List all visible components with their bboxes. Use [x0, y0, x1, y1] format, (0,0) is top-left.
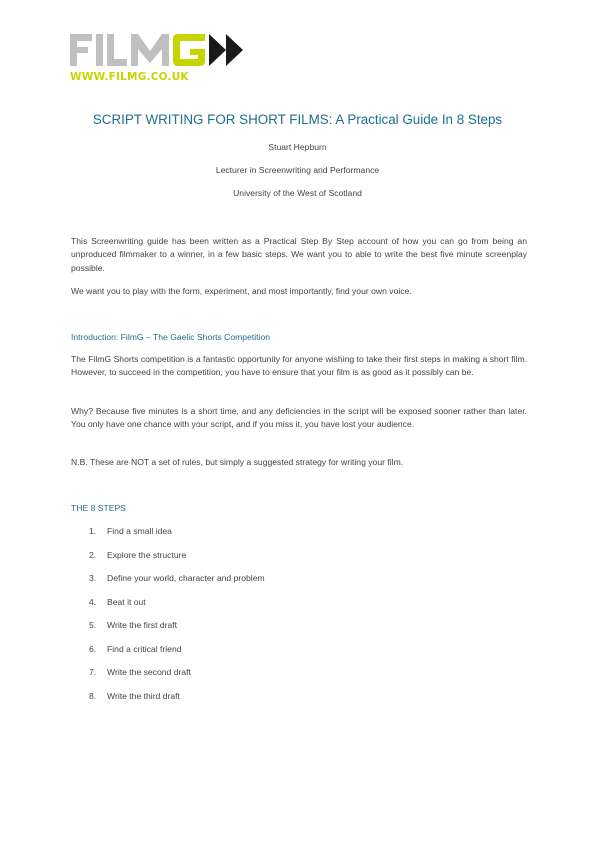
step-text: Find a critical friend	[107, 644, 182, 654]
author-role: Lecturer in Screenwriting and Performance	[215, 165, 380, 175]
list-item	[89, 597, 146, 607]
section-paragraph: The FilmG Shorts competition is a fantastic opportunity for anyone wishing to take their first steps in making a short film. However, to succeed in the competition, you have to ensure that your film is as good as it possibly can be.	[71, 354, 527, 378]
step-text: Write the third draft	[107, 691, 180, 701]
step-text: Find a small idea	[107, 526, 172, 536]
list-item	[89, 644, 182, 654]
logo-url-text: WWW.FILMG.CO.UK	[70, 71, 189, 83]
step-text: Define your world, character and problem	[107, 573, 265, 583]
step-number: 5.	[89, 620, 97, 630]
section-paragraph: N.B. These are NOT a set of rules, but simply a suggested strategy for writing your film.	[71, 457, 404, 467]
intro-paragraph: This Screenwriting guide has been written as a Practical Step By Step account of how you can go from being an unproduced filmmaker to a winner, in a few basic steps. We want you to able to write the best five minute screenplay possible.	[71, 236, 527, 273]
step-number: 3.	[89, 573, 97, 583]
step-text: Explore the structure	[107, 550, 187, 560]
intro-paragraph: We want you to play with the form, experiment, and most importantly, find your own voice.	[71, 286, 412, 296]
section-heading: Introduction: FilmG – The Gaelic Shorts Competition	[71, 332, 271, 342]
step-number: 6.	[89, 644, 97, 654]
document-title: SCRIPT WRITING FOR SHORT FILMS: A Practical Guide In 8 Steps	[92, 112, 503, 127]
filmg-logo	[70, 31, 250, 89]
list-item	[89, 550, 186, 560]
list-item	[89, 573, 265, 583]
step-number: 2.	[89, 550, 97, 560]
step-text: Beat it out	[107, 597, 146, 607]
author-institution: University of the West of Scotland	[233, 188, 362, 198]
step-number: 8.	[89, 691, 97, 701]
section-paragraph: Why? Because five minutes is a short time, and any deficiencies in the script will be exposed sooner rather than later. You only have one chance with your script, and if you miss it, you have lost your audience.	[71, 406, 527, 430]
step-text: Write the second draft	[107, 667, 191, 677]
step-number: 4.	[89, 597, 97, 607]
list-item	[89, 667, 191, 677]
steps-heading: THE 8 STEPS	[71, 503, 126, 513]
list-item	[89, 526, 172, 536]
filmg-wordmark-graphic	[70, 31, 250, 71]
list-item	[89, 620, 177, 630]
list-item	[89, 691, 180, 701]
step-text: Write the first draft	[107, 620, 178, 630]
step-number: 1.	[89, 526, 97, 536]
author-name: Stuart Hepburn	[268, 142, 327, 152]
step-number: 7.	[89, 667, 97, 677]
